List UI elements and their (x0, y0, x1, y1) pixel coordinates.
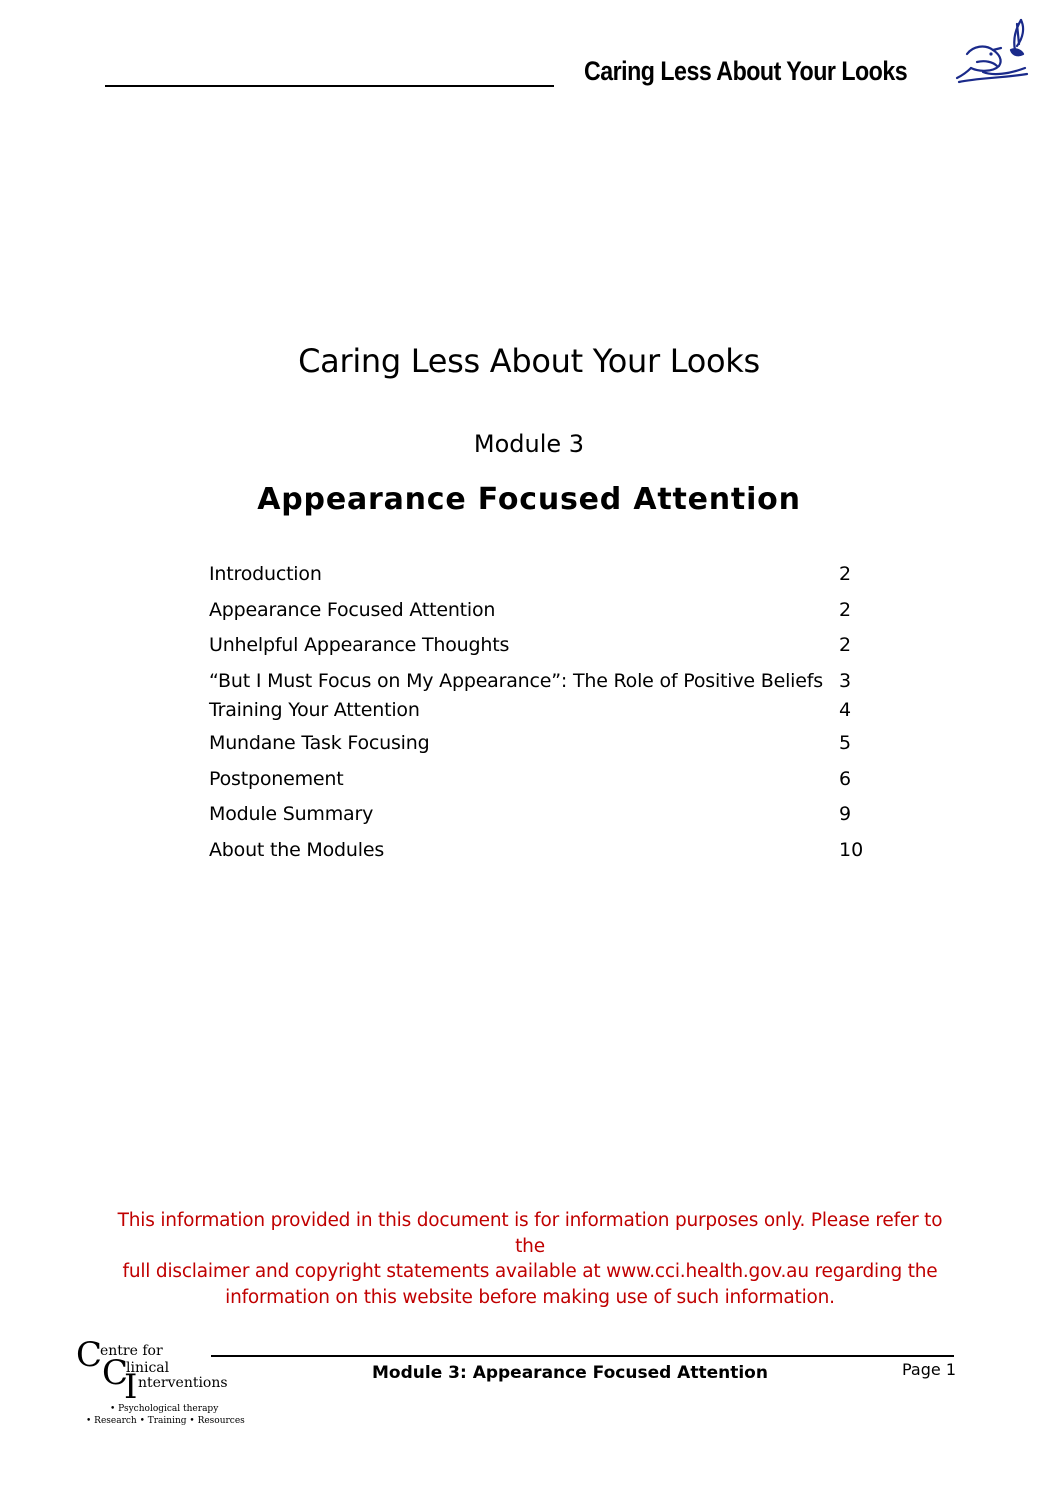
toc-entry-page: 4 (839, 699, 852, 721)
cci-logo-letter: I (124, 1367, 138, 1407)
toc-entry-title: Postponement (209, 768, 344, 790)
toc-entry[interactable] (209, 634, 869, 660)
toc-entry-title: Training Your Attention (209, 699, 420, 721)
toc-entry-page: 2 (839, 563, 852, 585)
toc-entry-page: 2 (839, 599, 852, 621)
header-title: Caring Less About Your Looks (584, 56, 908, 86)
toc-entry[interactable] (209, 670, 869, 696)
cci-logo (76, 1335, 246, 1430)
footer-module-title: Module 3: Appearance Focused Attention (372, 1363, 768, 1383)
cci-logo-text: nterventions (138, 1375, 228, 1391)
toc-entry-page: 10 (839, 839, 864, 861)
toc-entry-title: Appearance Focused Attention (209, 599, 496, 621)
toc-entry-page: 2 (839, 634, 852, 656)
toc-entry-title: Unhelpful Appearance Thoughts (209, 634, 510, 656)
bird-ink-quill-icon (953, 16, 1029, 88)
toc-entry-page: 9 (839, 803, 852, 825)
toc-entry-title: Introduction (209, 563, 322, 585)
toc-entry-page: 3 (839, 670, 852, 692)
toc-entry-title: “But I Must Focus on My Appearance”: The Role of Positive Beliefs (209, 670, 823, 692)
toc-entry-title: Mundane Task Focusing (209, 732, 430, 754)
module-heading: Appearance Focused Attention (257, 482, 801, 517)
toc-entry[interactable] (209, 839, 869, 865)
toc-entry[interactable] (209, 699, 869, 725)
disclaimer (100, 1208, 960, 1310)
cci-logo-tagline: • Psychological therapy (110, 1404, 219, 1414)
cci-logo-text: entre for (100, 1343, 163, 1359)
toc-entry[interactable] (209, 768, 869, 794)
header-rule (105, 85, 554, 87)
cci-logo-letter: C (102, 1353, 129, 1393)
disclaimer-line: This information provided in this document is for information purposes only. Please refer to the (117, 1210, 943, 1257)
document-title: Caring Less About Your Looks (298, 342, 760, 380)
module-number: Module 3 (473, 430, 585, 458)
cci-logo-text: linical (126, 1360, 170, 1376)
toc-entry[interactable] (209, 599, 869, 625)
cci-logo-letter: C (76, 1335, 103, 1375)
cci-logo-tagline: • Research • Training • Resources (86, 1416, 245, 1426)
toc-entry[interactable] (209, 732, 869, 758)
page-number: Page 1 (902, 1360, 956, 1379)
toc-entry-page: 6 (839, 768, 852, 790)
toc-entry[interactable] (209, 803, 869, 829)
disclaimer-line: full disclaimer and copyright statements available at www.cci.health.gov.au regarding the (122, 1261, 938, 1282)
toc-entry-title: Module Summary (209, 803, 374, 825)
toc-entry-page: 5 (839, 732, 852, 754)
toc-entry[interactable] (209, 563, 869, 589)
toc-entry-title: About the Modules (209, 839, 385, 861)
disclaimer-line: information on this website before making use of such information. (225, 1286, 835, 1308)
footer-rule (211, 1355, 954, 1357)
